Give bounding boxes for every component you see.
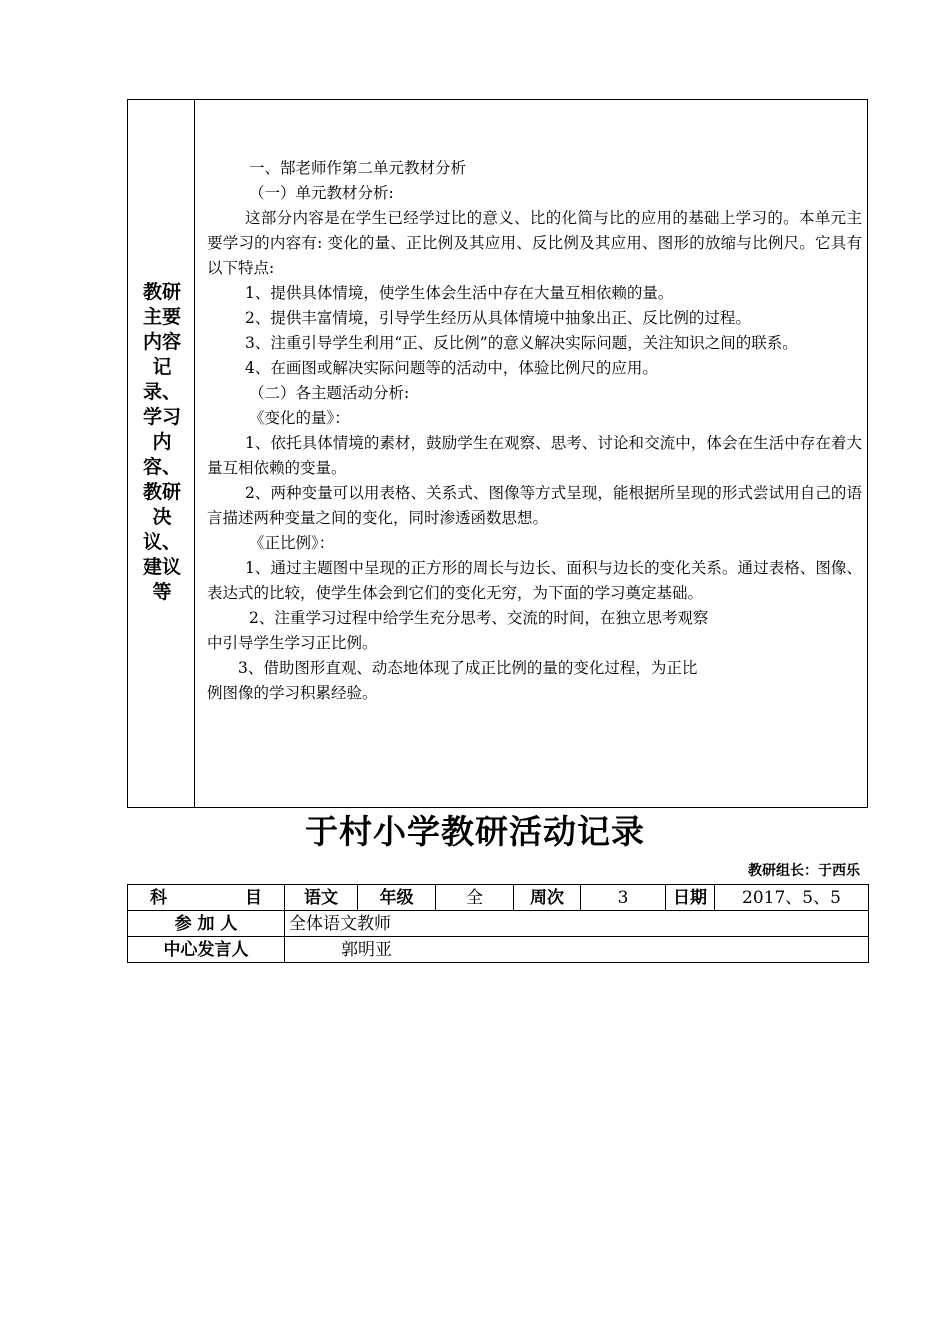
record-paragraph: 例图像的学习积累经验。 <box>207 684 378 702</box>
grade-label: 年级 <box>358 885 436 911</box>
info-row-subject <box>128 885 869 911</box>
record-paragraph: 2、两种变量可以用表格、关系式、图像等方式呈现，能根据所呈现的形式尝试用自己的语言描述两种变量之间的变化，同时渗透函数思想。 <box>207 484 862 527</box>
record-paragraph: 1、通过主题图中呈现的正方形的周长与边长、面积与边长的变化关系。通过表格、图像、表达式的比较，使学生体会到它们的变化无穷，为下面的学习奠定基础。 <box>207 559 862 602</box>
record-paragraph: 1、提供具体情境，使学生体会生活中存在大量互相依赖的量。 <box>245 284 674 302</box>
record-label-cell <box>128 100 195 807</box>
info-row-participants <box>128 911 869 937</box>
record-side-label: 教研主要内容记录、学习内容、教研决议、建议等 <box>142 281 181 603</box>
record-paragraph: （二）各主题活动分析: <box>249 384 410 402</box>
record-body <box>207 156 862 706</box>
date-label: 日期 <box>666 885 715 911</box>
record-paragraph: 一、郜老师作第二单元教材分析 <box>249 159 467 177</box>
group-leader: 教研组长：于西乐 <box>748 863 860 879</box>
participants-value: 全体语文教师 <box>285 911 869 937</box>
record-paragraph: 1、依托具体情境的素材，鼓励学生在观察、思考、讨论和交流中，体会在生活中存在着大量互相依赖的变量。 <box>207 434 862 477</box>
week-label: 周次 <box>514 885 581 911</box>
record-paragraph: 这部分内容是在学生已经学过比的意义、比的化简与比的应用的基础上学习的。本单元主要学习的内容有: 变化的量、正比例及其应用、反比例及其应用、图形的放缩与比例尺。它具有以下特点: <box>207 209 862 277</box>
info-row-speaker <box>128 937 869 963</box>
record-paragraph: 《正比例》： <box>249 534 335 552</box>
record-paragraph: 2、注重学习过程中给学生充分思考、交流的时间，在独立思考观察 <box>249 609 709 627</box>
date-value: 2017、5、5 <box>715 885 869 911</box>
subject-label: 科目 <box>128 885 285 911</box>
record-paragraph: 4、在画图或解决实际问题等的活动中，体验比例尺的应用。 <box>245 359 658 377</box>
record-paragraph: （一）单元教材分析: <box>249 184 394 202</box>
record-paragraph: 2、提供丰富情境，引导学生经历从具体情境中抽象出正、反比例的过程。 <box>245 309 751 327</box>
speaker-label: 中心发言人 <box>128 937 285 963</box>
record-paragraph: 中引导学生学习正比例。 <box>207 634 378 652</box>
speaker-value: 郭明亚 <box>285 937 869 963</box>
record-box <box>127 99 868 808</box>
record-paragraph: 3、注重引导学生利用“正、反比例”的意义解决实际问题，关注知识之间的联系。 <box>245 334 798 352</box>
grade-value: 全 <box>436 885 514 911</box>
subject-value: 语文 <box>285 885 358 911</box>
record-paragraph: 《变化的量》： <box>249 409 350 427</box>
document-title: 于村小学教研活动记录 <box>305 812 645 851</box>
info-table <box>127 884 869 963</box>
record-paragraph: 3、借助图形直观、动态地体现了成正比例的量的变化过程，为正比 <box>238 659 698 677</box>
week-value: 3 <box>581 885 666 911</box>
participants-label: 参 加 人 <box>128 911 285 937</box>
